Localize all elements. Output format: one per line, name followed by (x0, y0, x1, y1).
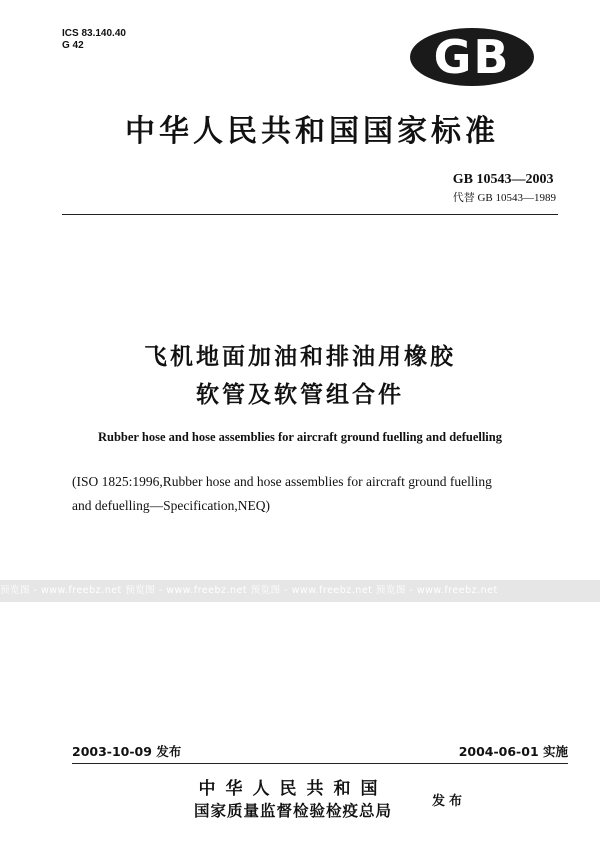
chinese-title-line-1: 飞机地面加油和排油用橡胶 (144, 344, 456, 370)
gb-logo-text: GB (433, 30, 511, 84)
standard-number: GB 10543—2003 (452, 172, 554, 187)
publisher-agency: 国家质量监督检验检疫总局 (193, 802, 392, 820)
standard-code-block (453, 172, 556, 205)
gb-logo (408, 26, 536, 88)
preview-watermark: 预览图 - www.freebz.net 预览图 - www.freebz.net 预览图 - www.freebz.net 预览图 - www.freebz.net (0, 580, 600, 602)
chinese-title-line-2: 软管及软管组合件 (196, 382, 404, 408)
ics-block (62, 28, 126, 52)
iso-reference (72, 470, 572, 518)
english-title: Rubber hose and hose assemblies for aircraft ground fuelling and defuelling (98, 430, 502, 444)
publisher-block (158, 778, 428, 822)
top-divider (62, 214, 558, 215)
publisher-country: 中华人民共和国 (198, 779, 388, 799)
classification-code: G 42 (62, 40, 84, 51)
implementation-date: 2004-06-01 实施 (458, 744, 568, 759)
bottom-divider (72, 763, 568, 764)
publish-label: 发布 (432, 794, 467, 809)
iso-reference-line-1: (ISO 1825:1996,Rubber hose and hose assemblies for aircraft ground fuelling (72, 474, 492, 489)
issue-date: 2003-10-09 发布 (72, 744, 182, 759)
replaced-standard: 代替 GB 10543—1989 (452, 192, 556, 204)
national-standard-title: 中华人民共和国国家标准 (125, 114, 499, 149)
ics-code: ICS 83.140.40 (62, 28, 126, 39)
iso-reference-line-2: and defuelling—Specification,NEQ) (72, 498, 270, 513)
